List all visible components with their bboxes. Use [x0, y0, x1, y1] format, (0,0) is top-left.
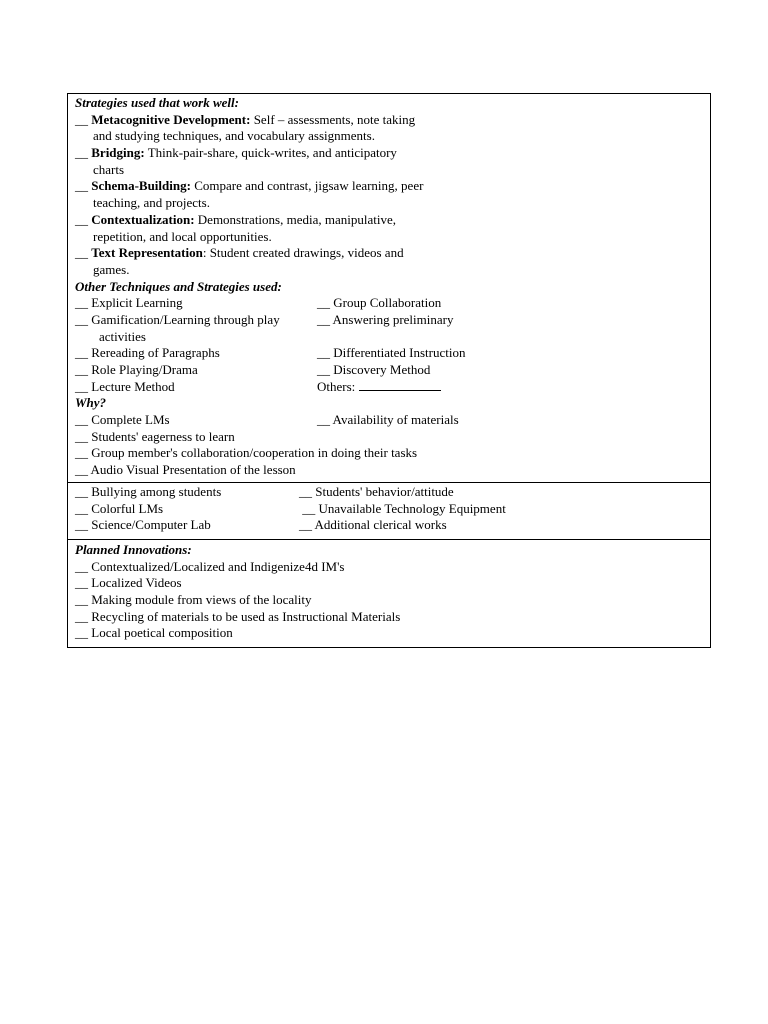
strategy-item — [75, 178, 704, 195]
why-left: __ Students' eagerness to learn — [75, 428, 235, 444]
strategy-continuation: and studying techniques, and vocabulary assignments. — [93, 128, 375, 144]
innovation-item: __ Making module from views of the locality — [75, 592, 312, 608]
technique-row — [75, 329, 704, 346]
strategy-item — [75, 212, 704, 229]
why-heading: Why? — [75, 395, 107, 411]
strategies-table — [67, 93, 711, 648]
why-row — [75, 412, 704, 429]
why-left: __ Audio Visual Presentation of the lesson — [75, 462, 296, 478]
problems-section — [68, 483, 710, 540]
technique-row — [75, 312, 704, 329]
why-left: __ Complete LMs — [75, 412, 170, 428]
why-row — [75, 429, 704, 446]
strategy-label: Schema-Building: — [91, 178, 191, 194]
innovation-item: __ Recycling of materials to be used as Instructional Materials — [75, 608, 401, 624]
strategy-label: Contextualization: — [91, 211, 195, 227]
others-blank-line[interactable] — [359, 379, 441, 391]
innovations-section — [68, 540, 710, 647]
others-label: Others: — [317, 379, 441, 396]
strategy-item — [75, 112, 704, 129]
innovations-heading: Planned Innovations: — [75, 542, 192, 557]
strategy-text: Demonstrations, media, manipulative, — [194, 211, 396, 227]
strategy-continuation: repetition, and local opportunities. — [93, 228, 272, 244]
technique-right: __ Answering preliminary — [317, 311, 454, 327]
checkbox-blank: __ — [75, 211, 92, 227]
technique-left: __ Lecture Method — [75, 378, 175, 394]
checkbox-blank: __ — [75, 245, 92, 261]
strategy-text: Self – assessments, note taking — [250, 111, 416, 127]
strategy-text: Think-pair-share, quick-writes, and anticipatory — [144, 145, 397, 161]
strategy-continuation: charts — [93, 161, 125, 177]
problem-right: __ Unavailable Technology Equipment — [299, 500, 506, 516]
problem-row — [75, 517, 704, 534]
problem-left: __ Bullying among students — [75, 484, 222, 499]
strategy-continuation: games. — [93, 261, 130, 277]
strategy-item — [75, 145, 704, 162]
why-row — [75, 445, 704, 462]
problem-row — [75, 501, 704, 518]
strategy-item — [75, 245, 704, 262]
strategies-heading: Strategies used that work well: — [75, 95, 239, 110]
innovation-item: __ Local poetical composition — [75, 625, 233, 641]
problem-left: __ Colorful LMs — [75, 500, 164, 516]
problem-right: __ Students' behavior/attitude — [299, 484, 454, 499]
checkbox-blank: __ — [75, 111, 92, 127]
technique-row — [75, 295, 704, 312]
checkbox-blank: __ — [75, 145, 92, 161]
technique-right: __ Discovery Method — [317, 362, 431, 377]
technique-row — [75, 345, 704, 362]
innovation-item: __ Contextualized/Localized and Indigenize4d IM's — [75, 558, 345, 574]
technique-row — [75, 362, 704, 379]
problem-right: __ Additional clerical works — [299, 517, 447, 533]
strategy-text: Compare and contrast, jigsaw learning, peer — [190, 178, 424, 194]
why-right: __ Availability of materials — [317, 412, 459, 428]
strategy-label: Metacognitive Development: — [91, 111, 251, 127]
technique-row — [75, 379, 704, 396]
technique-left: __ Explicit Learning — [75, 295, 183, 311]
technique-left: __ Role Playing/Drama — [75, 362, 198, 377]
technique-left: __ Rereading of Paragraphs — [75, 345, 220, 361]
why-left: __ Group member's collaboration/cooperation in doing their tasks — [75, 445, 418, 461]
technique-left: __ Gamification/Learning through play — [75, 311, 280, 327]
strategy-label: Bridging: — [91, 145, 145, 161]
innovation-item: __ Localized Videos — [75, 575, 182, 591]
other-techniques-heading: Other Techniques and Strategies used: — [75, 278, 282, 294]
problem-row — [75, 484, 704, 501]
technique-right: __ Group Collaboration — [317, 295, 442, 311]
strategy-label: Text Representation — [91, 245, 203, 261]
strategies-section — [68, 94, 710, 483]
technique-left: activities — [99, 328, 146, 344]
checkbox-blank: __ — [75, 178, 92, 194]
problem-left: __ Science/Computer Lab — [75, 517, 211, 533]
strategy-text: : Student created drawings, videos and — [202, 245, 404, 261]
strategy-continuation: teaching, and projects. — [93, 195, 210, 211]
why-row — [75, 462, 704, 479]
technique-right: __ Differentiated Instruction — [317, 345, 466, 361]
